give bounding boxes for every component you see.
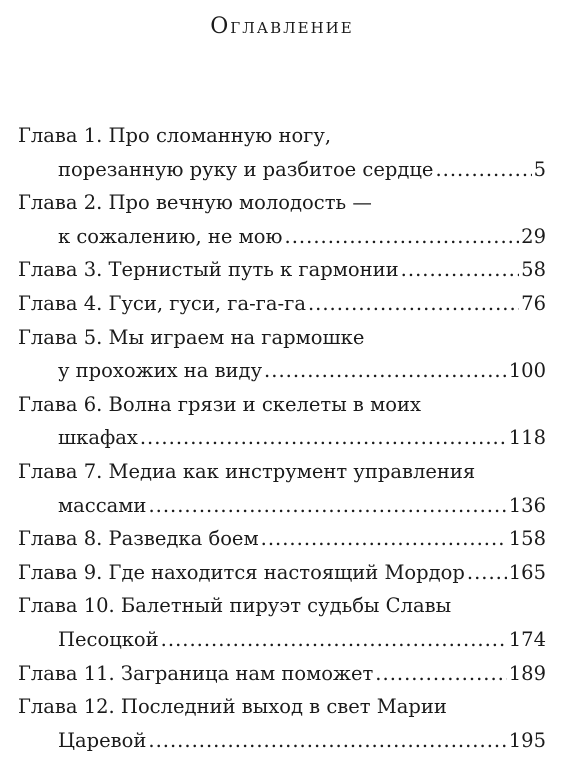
dot-leader <box>261 522 507 556</box>
toc-entry-page-number: 174 <box>508 628 546 651</box>
dot-leader <box>285 220 520 254</box>
toc-entry-title: Царевой <box>58 728 147 752</box>
toc-entry-title: Глава 11. Заграница нам поможет <box>18 661 374 685</box>
dot-leader <box>308 287 519 321</box>
toc-entry-title: шкафах <box>58 426 138 450</box>
toc-entry-title: к сожалению, не мою <box>58 224 283 248</box>
toc-entry-title: Глава 4. Гуси, гуси, га-га-га <box>18 292 306 315</box>
toc-entry-page-number: 5 <box>533 157 546 181</box>
toc-entry-line-wrapped <box>18 388 546 422</box>
toc-entry-title: Глава 5. Мы играем на гармошке <box>18 325 365 349</box>
toc-entry-page-number: 195 <box>508 728 546 752</box>
dot-leader <box>140 421 507 455</box>
toc-entry-page-number: 165 <box>508 560 546 584</box>
dot-leader <box>148 724 506 758</box>
toc-entry-title: Глава 9. Где находится настоящий Мордор <box>18 560 465 584</box>
toc-entry-title: Песоцкой <box>58 628 159 651</box>
toc-entry-line <box>58 489 546 523</box>
toc-entry-page-number: 29 <box>521 224 546 248</box>
toc-entry-line <box>18 657 546 691</box>
toc-entry-line <box>18 287 546 321</box>
toc-entry-page-number: 118 <box>508 426 546 450</box>
toc-entry-line-wrapped <box>18 321 546 355</box>
dot-leader <box>435 153 531 187</box>
toc-entry-line <box>58 421 546 455</box>
toc-entry-title: Глава 3. Тернистый путь к гармонии <box>18 258 399 282</box>
toc-entry-line <box>58 623 546 657</box>
toc-entry-line-wrapped <box>18 455 546 489</box>
toc-entry-line <box>58 153 546 187</box>
dot-leader <box>264 354 507 388</box>
toc-entry-line <box>18 522 546 556</box>
dot-leader <box>375 657 506 691</box>
toc-entry-title: Глава 10. Балетный пируэт судьбы Славы <box>18 594 452 618</box>
toc-entry-line <box>58 354 546 388</box>
toc-entry-line-wrapped <box>18 119 546 153</box>
toc-entry-page-number: 76 <box>521 292 546 315</box>
dot-leader <box>148 489 506 523</box>
dot-leader <box>467 556 507 590</box>
toc-entry-page-number: 58 <box>521 258 546 282</box>
dot-leader <box>161 623 507 657</box>
page-title: Оглавление <box>210 14 354 39</box>
toc-entry-line <box>18 556 546 590</box>
dot-leader <box>401 253 520 287</box>
toc-entry-title: Глава 8. Разведка боем <box>18 527 259 551</box>
toc-entry-title: Глава 12. Последний выход в свет Марии <box>18 695 447 719</box>
toc-entry-title: Глава 7. Медиа как инструмент управления <box>18 460 476 483</box>
toc-entry-page-number: 158 <box>508 527 546 551</box>
toc-entry-title: порезанную руку и разбитое сердце <box>58 157 434 181</box>
toc-entry-page-number: 100 <box>508 359 546 383</box>
toc-entry-line-wrapped <box>18 186 546 220</box>
toc-entry-line-wrapped <box>18 690 546 724</box>
toc-entry-title: Глава 6. Волна грязи и скелеты в моих <box>18 392 421 416</box>
toc-entry-page-number: 189 <box>508 661 546 685</box>
toc-entry-page-number: 136 <box>508 493 546 517</box>
toc-entry-line <box>58 724 546 758</box>
toc-entry-title: Глава 2. Про вечную молодость — <box>18 191 372 215</box>
toc-entry-line <box>18 253 546 287</box>
toc-entry-line-wrapped <box>18 589 546 623</box>
toc-entry-title: массами <box>58 493 147 517</box>
toc-entry-title: Глава 1. Про сломанную ногу, <box>18 124 332 147</box>
toc-entry-title: у прохожих на виду <box>58 359 263 383</box>
toc-entry-line <box>58 220 546 254</box>
